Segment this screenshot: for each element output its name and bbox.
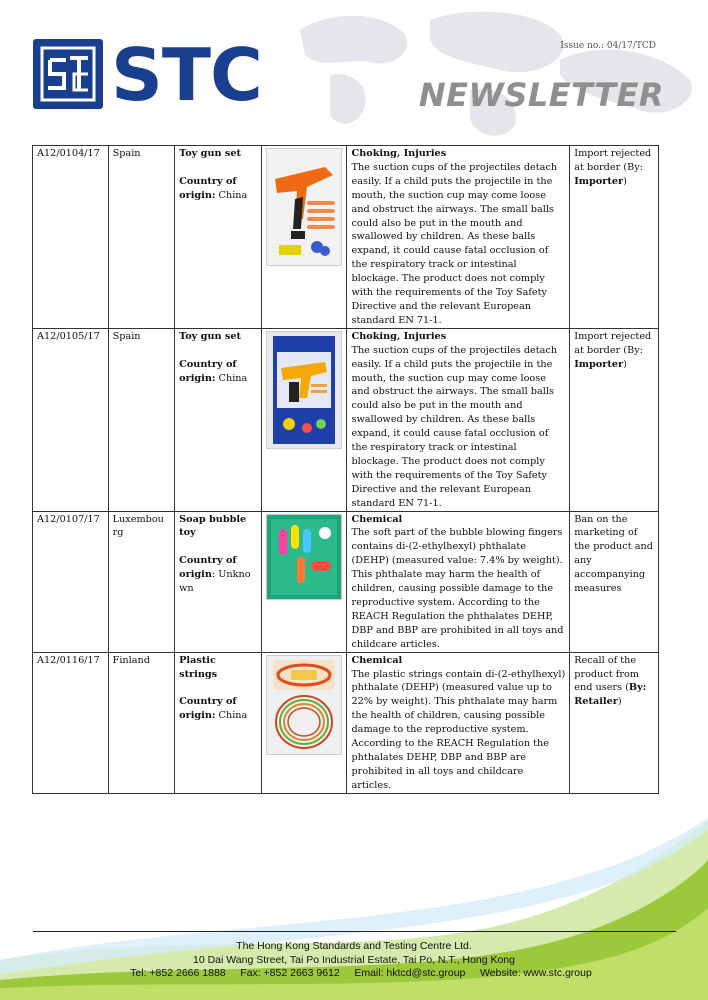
origin-value: China bbox=[218, 710, 248, 722]
footer-contact: Tel: +852 2666 1888 Fax: +852 2663 9612 Email: hktcd@stc.group Website: www.stc.group bbox=[130, 967, 592, 979]
origin-value: China bbox=[218, 189, 248, 201]
risk-cell bbox=[347, 652, 570, 793]
reference-cell: A12/0116/17 bbox=[33, 652, 109, 793]
product-image-cell bbox=[261, 511, 347, 652]
product-image-cell bbox=[261, 652, 347, 793]
measure-cell bbox=[570, 652, 659, 793]
origin-label: Country of origin bbox=[179, 555, 237, 581]
risk-title: Choking, Injuries bbox=[351, 330, 447, 342]
measure-text: Recall of the product from end users ( bbox=[574, 654, 639, 694]
product-image-cell bbox=[261, 328, 347, 511]
product-cell bbox=[175, 511, 262, 652]
product-name: Toy gun set bbox=[179, 148, 242, 159]
risk-cell bbox=[347, 146, 570, 329]
origin-value: China bbox=[218, 372, 248, 384]
measure-tail: ) bbox=[623, 175, 627, 187]
measure-tail: ) bbox=[617, 696, 622, 708]
risk-title: Choking, Injuries bbox=[351, 148, 447, 159]
risk-cell bbox=[347, 328, 570, 511]
issue-number: Issue no.: 04/17/TCD bbox=[560, 41, 656, 51]
plastic-strings-image bbox=[266, 655, 342, 755]
country-cell: Luxembou rg bbox=[108, 511, 175, 652]
measure-by: By: Retailer bbox=[574, 682, 647, 708]
footer-address: 10 Dai Wang Street, Tai Po Industrial Estate, Tai Po, N.T., Hong Kong bbox=[193, 953, 515, 966]
country-cell: Spain bbox=[108, 328, 175, 511]
risk-description: The plastic strings contain di-(2-ethylhexyl) phthalate (DEHP) (measured value up to 22% by weight). This phthalate may harm the health of children, causing possible damage to the reproductive system. According to the REACH Regulation the phthalates DEHP, DBP and BBP are prohibited in all toys and childcare articles. bbox=[351, 668, 566, 791]
reference-cell: A12/0104/17 bbox=[33, 146, 109, 329]
origin-value: : Unkno wn bbox=[179, 569, 251, 595]
origin-label: Country of origin: bbox=[179, 175, 237, 201]
reference-cell: A12/0107/17 bbox=[33, 511, 109, 652]
risk-description: The suction cups of the projectiles detach easily. If a child puts the projectile in the mouth, the suction cup may come loose and obstruct the airways. The small balls could also be put in the mouth and swallowed by children. As these balls expand, it could cause fatal occlusion of the respiratory track or intestinal blockage. The product does not comply with the requirements of the Toy Safety Directive and the relevant European standard EN 71-1. bbox=[351, 161, 558, 326]
footer-divider bbox=[33, 931, 676, 932]
stc-logo bbox=[33, 33, 295, 117]
measure-cell bbox=[570, 328, 659, 511]
measure-tail: ) bbox=[623, 358, 627, 370]
stc-monogram-icon bbox=[38, 44, 98, 104]
soap-bubble-toy-image bbox=[266, 514, 342, 600]
measure-text: Import rejected at border (By: bbox=[574, 148, 652, 173]
reference-cell: A12/0105/17 bbox=[33, 328, 109, 511]
recall-table bbox=[32, 145, 659, 794]
risk-description: The soft part of the bubble blowing fingers contains di-(2-ethylhexyl) phthalate (DEHP) (measured value: 7.4% by weight). This phthalate may harm the health of children, causing possible damage to the reproductive system. According to the REACH Regulation the phthalates DEHP, DBP and BBP are prohibited in all toys and childcare articles. bbox=[351, 527, 564, 650]
measure-by: Importer bbox=[574, 175, 624, 187]
risk-title: Chemical bbox=[351, 513, 403, 525]
origin-label: Country of origin: bbox=[179, 358, 237, 384]
origin-label: Country of origin: bbox=[179, 696, 237, 722]
risk-description: The suction cups of the projectiles detach easily. If a child puts the projectile in the mouth, the suction cup may come loose and obstruct the airways. The small balls could also be put in the mouth and swallowed by children. As these balls expand, it could cause fatal occlusion of the respiratory track or intestinal blockage. The product does not comply with the requirements of the Toy Safety Directive and the relevant European standard EN 71-1. bbox=[351, 344, 558, 509]
table-row bbox=[33, 328, 659, 511]
product-cell bbox=[175, 328, 262, 511]
product-name: Toy gun set bbox=[179, 330, 242, 342]
table-row bbox=[33, 652, 659, 793]
footer-company: The Hong Kong Standards and Testing Centre Ltd. bbox=[236, 940, 472, 952]
newsletter-title: NEWSLETTER bbox=[418, 76, 664, 114]
product-image-cell bbox=[261, 146, 347, 329]
measure-cell bbox=[570, 511, 659, 652]
product-name: Plastic strings bbox=[179, 654, 218, 680]
risk-cell bbox=[347, 511, 570, 652]
footer bbox=[0, 940, 708, 981]
table-row bbox=[33, 146, 659, 329]
risk-title: Chemical bbox=[351, 654, 403, 666]
measure-text: Ban on the marketing of the product and any accompanying measures bbox=[574, 513, 653, 595]
toy-gun-blue-box-image bbox=[266, 331, 342, 449]
measure-by: Importer bbox=[574, 358, 624, 370]
country-cell: Spain bbox=[108, 146, 175, 329]
measure-cell bbox=[570, 146, 659, 329]
table-row bbox=[33, 511, 659, 652]
product-name: Soap bubble toy bbox=[179, 513, 247, 539]
product-cell bbox=[175, 652, 262, 793]
stc-logo-text: STC bbox=[111, 33, 262, 117]
measure-text: Import rejected at border (By: bbox=[574, 330, 652, 356]
product-cell bbox=[175, 146, 262, 329]
toy-gun-orange-image bbox=[266, 148, 342, 266]
country-cell: Finland bbox=[108, 652, 175, 793]
stc-logo-mark bbox=[33, 39, 103, 109]
